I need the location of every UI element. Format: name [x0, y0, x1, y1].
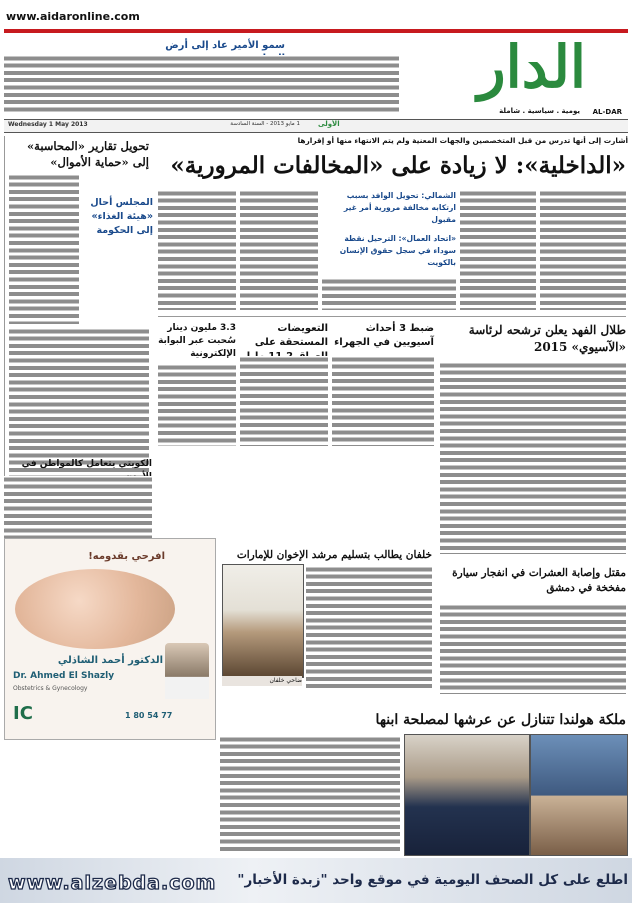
holland-photo-king — [404, 734, 530, 856]
damascus-title: مقتل وإصابة العشرات في انفجار سيارة مفخخة في دمشق — [452, 567, 626, 594]
lead-headline: «الداخلية»: لا زيادة على «المخالفات المرورية» — [170, 152, 626, 179]
lead-text-col2 — [460, 190, 536, 310]
top-story-text — [4, 55, 399, 113]
footer-banner-text: اطلع على كل الصحف اليومية في موقع واحد "زبدة الأخبار" — [237, 872, 628, 888]
dinar-title: 3.3 مليون دينار سُحبت عبر البوابة الإلكترونية — [158, 323, 236, 359]
damascus-text — [440, 604, 626, 694]
fahad-title: طلال الفهد يعلن ترشحه لرئاسة «الآسيوي» 2015 — [468, 323, 626, 354]
ad-doctor-en: Dr. Ahmed El Shazly — [13, 671, 115, 681]
date-en: Wednesday 1 May 2013 — [8, 121, 88, 128]
kuwaiti-title: الكويتي يتعامل كالمواطن في — [21, 459, 152, 469]
side-sub: المجلس أحال «هيئة الغذاء» إلى الحكومة — [90, 197, 153, 236]
ad-specialty: Obstetrics & Gynecology — [13, 685, 88, 692]
lead-sub1: الشمالي: تحويل الوافد بسبب ارتكابه مخالفة مرورية أمر غير مقبول — [343, 191, 456, 224]
side-title: تحويل تقارير «المحاسبة» إلى «حماية الأموال» — [26, 139, 149, 169]
khalfan-photo — [222, 564, 304, 678]
jahra-title: ضبط 3 أحداث آسيويين في الجهراء — [334, 323, 434, 348]
holland-photo-queen — [530, 734, 628, 856]
lead-text-col1 — [540, 190, 626, 310]
logo-text: الدار — [477, 33, 586, 101]
dinar-text — [158, 364, 236, 446]
ad-doctor-ar: الدكتور أحمد الشاذلي — [57, 655, 163, 666]
website-url[interactable]: www.aidaronline.com — [6, 10, 140, 23]
jahra-text — [332, 356, 434, 446]
iraq-text — [240, 356, 328, 446]
khalfan-title: خلفان يطالب بتسليم مرشد الإخوان للإمارات — [236, 549, 432, 561]
kuwaiti-text — [4, 476, 152, 538]
ad-logo: IC — [13, 703, 33, 724]
ad-slogan: افرحي بقدومه! — [88, 551, 165, 562]
iraq-title: التعويضات المستحقة على — [254, 323, 328, 348]
holland-text — [220, 736, 400, 854]
logo — [412, 33, 624, 118]
section-label: الأولى — [318, 120, 340, 128]
date-bar — [4, 119, 628, 133]
ad-doctor-photo — [165, 643, 209, 699]
footer-watermark[interactable]: www.alzebda.com — [8, 872, 217, 894]
side-text — [9, 174, 79, 324]
khalfan-text — [306, 566, 432, 690]
holland-title: ملكة هولندا تتنازل عن عرشها لمصلحة ابنها — [375, 712, 626, 728]
ad-phone: 1 80 54 77 — [125, 711, 173, 720]
date-ar: 1 مايو 2013 - السنة السادسة — [230, 121, 300, 127]
clinic-ad[interactable] — [4, 538, 216, 740]
fahad-text — [440, 362, 626, 554]
lead-sub2: «اتحاد العمال»: الترحيل نقطة سوداء في سجل حقوق الإنسان بالكويت — [339, 234, 456, 267]
lead-kicker: أشارت إلى أنها تدرس من قبل المتخصصين والجهات المعنية ولم يتم الانتهاء منها أو إقرارها — [297, 136, 628, 145]
ad-baby-image — [15, 569, 175, 649]
khalfan-caption: ضاحي خلفان — [222, 676, 302, 686]
lead-text-col5 — [158, 190, 236, 310]
logo-tagline: يومية . سياسية . شاملة — [499, 107, 580, 115]
lead-divider — [158, 316, 626, 317]
top-story-title: سمو الأمير عاد إلى أرض — [165, 40, 285, 51]
lead-text-col3 — [322, 278, 456, 310]
lead-text-col4 — [240, 190, 318, 310]
logo-latin: AL-DAR — [592, 108, 622, 116]
